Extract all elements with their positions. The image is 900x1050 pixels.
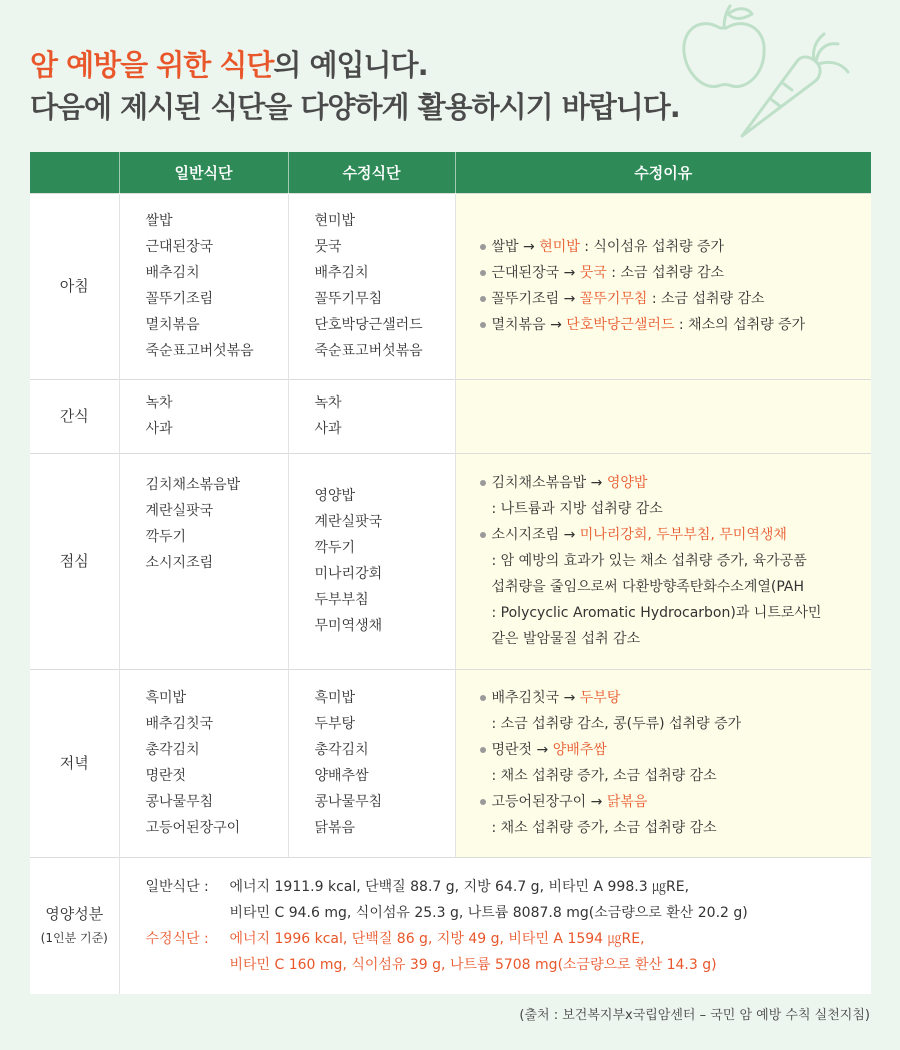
nutrition-regular-text-1: 에너지 1911.9 kcal, 단백질 88.7 g, 지방 64.7 g, 비타민 A 998.3 ㎍RE, xyxy=(229,878,690,895)
modified-items-breakfast xyxy=(288,193,455,379)
food-item: 근대된장국 xyxy=(145,239,214,255)
nutrition-regular-label: 일반식단 : xyxy=(145,878,209,895)
reason-modified-food: 현미밥 xyxy=(539,239,580,255)
reasons-snack xyxy=(455,379,871,453)
food-item: 현미밥 xyxy=(314,213,356,229)
food-item: 흑미밥 xyxy=(145,690,187,706)
food-item: 양배추쌈 xyxy=(314,768,369,784)
food-item: 고등어된장구이 xyxy=(145,820,241,836)
meal-label-snack: 간식 xyxy=(30,379,119,453)
nutrition-regular-line-1 xyxy=(146,874,872,900)
food-item: 깍두기 xyxy=(314,540,356,556)
food-item: 총각김치 xyxy=(145,742,200,758)
reason-explanation-line: : 채소 섭취량 증가, 소금 섭취량 감소 xyxy=(491,768,717,784)
header-modified-diet: 수정식단 xyxy=(288,152,455,193)
food-item: 배추김치 xyxy=(145,265,200,281)
food-item: 사과 xyxy=(314,421,342,437)
source-citation: (출처 : 보건복지부x국립암센터 – 국민 암 예방 수칙 실천지침) xyxy=(519,1008,870,1023)
reason-modified-food: 두부탕 xyxy=(579,690,621,706)
reasons-dinner xyxy=(455,669,871,857)
food-item: 명란젓 xyxy=(145,768,187,784)
regular-items-snack xyxy=(119,379,288,453)
food-item: 죽순표고버섯볶음 xyxy=(314,343,423,359)
food-item: 흑미밥 xyxy=(314,690,356,706)
diet-comparison-table xyxy=(30,152,871,994)
table-row-nutrition xyxy=(30,857,871,994)
nutrition-modified-line-2 xyxy=(146,952,872,978)
reason-original-food: 쌀밥 xyxy=(491,239,519,255)
reason-explanation-line: 섭취량을 줄임으로써 다환방향족탄화수소계열(PAH xyxy=(491,579,804,595)
food-item: 계란실팟국 xyxy=(145,502,214,519)
reason-modified-food: 영양밥 xyxy=(606,475,648,491)
food-item: 소시지조림 xyxy=(145,554,214,571)
food-item: 두부부침 xyxy=(314,592,369,608)
reason-original-food: 소시지조림 xyxy=(491,527,560,543)
reason-explanation-line: 같은 발암물질 섭취 감소 xyxy=(491,631,641,647)
meal-label-dinner: 저녁 xyxy=(30,669,119,857)
reason-item xyxy=(480,260,858,286)
nutrition-modified-line-1 xyxy=(146,926,872,952)
apple-carrot-decoration xyxy=(680,0,860,140)
nutrition-values xyxy=(119,857,871,994)
reason-list xyxy=(480,470,858,652)
reason-modified-food: 양배추쌈 xyxy=(552,742,607,758)
reason-modified-food: 뭇국 xyxy=(579,265,607,281)
header-empty xyxy=(30,152,119,193)
nutrition-modified-label: 수정식단 : xyxy=(145,930,209,947)
nutrition-sublabel: (1인분 기준) xyxy=(40,930,108,945)
reason-item xyxy=(480,234,858,260)
reason-item xyxy=(480,470,858,522)
food-item: 콩나물무침 xyxy=(145,794,214,810)
heading-line-1 xyxy=(30,44,680,86)
table-header-row xyxy=(30,152,871,193)
carrot-icon xyxy=(742,34,848,136)
nutrition-modified-text-2: 비타민 C 160 mg, 식이섬유 39 g, 나트륨 5708 mg(소금량으로 환산 14.3 g) xyxy=(229,956,717,973)
reason-original-food: 배추김칫국 xyxy=(491,690,560,706)
food-item: 꼴뚜기조림 xyxy=(145,291,214,307)
arrow-icon: → xyxy=(563,690,576,706)
modified-items-lunch xyxy=(288,453,455,669)
heading-line-2: 다음에 제시된 식단을 다양하게 활용하시기 바랍니다. xyxy=(30,90,680,124)
reason-explanation-line: : Polycyclic Aromatic Hydrocarbon)과 니트로사민 xyxy=(491,605,822,621)
arrow-icon: → xyxy=(563,527,576,543)
food-item: 멸치볶음 xyxy=(145,317,200,333)
regular-items-lunch xyxy=(119,453,288,669)
arrow-icon: → xyxy=(536,742,549,758)
reason-original-food: 꼴뚜기조림 xyxy=(491,291,560,307)
meal-label-breakfast: 아침 xyxy=(30,193,119,379)
modified-items-snack xyxy=(288,379,455,453)
table-row-breakfast xyxy=(30,193,871,379)
food-item: 콩나물무침 xyxy=(314,794,383,810)
reason-modified-food: 꼴뚜기무침 xyxy=(579,291,648,307)
reasons-breakfast xyxy=(455,193,871,379)
table-row-lunch xyxy=(30,453,871,669)
header-modification-reason: 수정이유 xyxy=(455,152,871,193)
regular-items-dinner xyxy=(119,669,288,857)
table-row-dinner xyxy=(30,669,871,857)
apple-icon xyxy=(684,6,764,87)
reason-item xyxy=(480,312,858,338)
food-item: 닭볶음 xyxy=(314,820,356,836)
food-item: 사과 xyxy=(145,421,173,437)
reason-explanation-line: : 나트륨과 지방 섭취량 감소 xyxy=(491,501,663,517)
reason-modified-food: 미나리강회, 두부부침, 무미역생채 xyxy=(579,527,787,543)
reason-list xyxy=(480,234,858,338)
food-item: 녹차 xyxy=(314,395,342,411)
reason-item xyxy=(480,286,858,312)
reason-explanation: : 소금 섭취량 감소 xyxy=(647,291,765,307)
reasons-lunch xyxy=(455,453,871,669)
food-item: 깍두기 xyxy=(145,528,187,545)
nutrition-regular-text-2: 비타민 C 94.6 mg, 식이섬유 25.3 g, 나트륨 8087.8 mg(소금량으로 환산 20.2 g) xyxy=(229,904,748,921)
reason-explanation-line: : 소금 섭취량 감소, 콩(두류) 섭취량 증가 xyxy=(491,716,742,732)
reason-explanation: : 소금 섭취량 감소 xyxy=(606,265,725,281)
nutrition-regular-line-2 xyxy=(146,900,872,926)
reason-original-food: 김치채소볶음밥 xyxy=(491,475,587,491)
food-item: 무미역생채 xyxy=(314,618,383,634)
food-item: 죽순표고버섯볶음 xyxy=(145,343,254,359)
food-item: 총각김치 xyxy=(314,742,369,758)
arrow-icon: → xyxy=(563,265,576,281)
nutrition-label: 영양성분 xyxy=(45,904,104,923)
table-row-snack xyxy=(30,379,871,453)
reason-item xyxy=(480,737,858,789)
reason-explanation-line: : 암 예방의 효과가 있는 채소 섭취량 증가, 육가공품 xyxy=(491,553,807,569)
food-item: 계란실팟국 xyxy=(314,514,383,530)
reason-item xyxy=(480,685,858,737)
modified-items-dinner xyxy=(288,669,455,857)
header-regular-diet: 일반식단 xyxy=(119,152,288,193)
reason-original-food: 고등어된장구이 xyxy=(491,794,587,810)
reason-explanation: : 채소의 섭취량 증가 xyxy=(674,317,806,333)
regular-items-breakfast xyxy=(119,193,288,379)
meal-label-lunch: 점심 xyxy=(30,453,119,669)
reason-modified-food: 닭볶음 xyxy=(606,794,648,810)
food-item: 배추김칫국 xyxy=(145,716,214,732)
food-item: 녹차 xyxy=(145,395,173,411)
reason-item xyxy=(480,522,858,652)
food-item: 뭇국 xyxy=(314,239,342,255)
food-item: 단호박당근샐러드 xyxy=(314,317,423,333)
food-item: 미나리강회 xyxy=(314,566,383,582)
food-item: 꼴뚜기무침 xyxy=(314,291,383,307)
page-heading xyxy=(30,44,680,128)
reason-original-food: 멸치볶음 xyxy=(491,317,546,333)
reason-list xyxy=(480,685,858,841)
arrow-icon: → xyxy=(590,794,603,810)
food-item: 쌀밥 xyxy=(145,213,173,229)
arrow-icon: → xyxy=(523,239,535,255)
food-item: 두부탕 xyxy=(314,716,356,732)
reason-explanation: : 식이섬유 섭취량 증가 xyxy=(579,239,725,255)
nutrition-modified-text-1: 에너지 1996 kcal, 단백질 86 g, 지방 49 g, 비타민 A 1594 ㎍RE, xyxy=(229,930,645,947)
reason-item xyxy=(480,789,858,841)
arrow-icon: → xyxy=(590,475,603,491)
reason-original-food: 명란젓 xyxy=(491,742,533,758)
food-item: 배추김치 xyxy=(314,265,369,281)
arrow-icon: → xyxy=(563,291,576,307)
nutrition-label-cell xyxy=(30,857,119,994)
heading-rest-text: 의 예입니다. xyxy=(273,48,428,82)
reason-modified-food: 단호박당근샐러드 xyxy=(566,317,675,333)
arrow-icon: → xyxy=(550,317,562,333)
reason-explanation-line: : 채소 섭취량 증가, 소금 섭취량 감소 xyxy=(491,820,717,836)
heading-accent-text: 암 예방을 위한 식단 xyxy=(30,48,274,82)
food-item: 김치채소볶음밥 xyxy=(145,476,241,493)
reason-original-food: 근대된장국 xyxy=(491,265,560,281)
food-item: 영양밥 xyxy=(314,488,356,504)
